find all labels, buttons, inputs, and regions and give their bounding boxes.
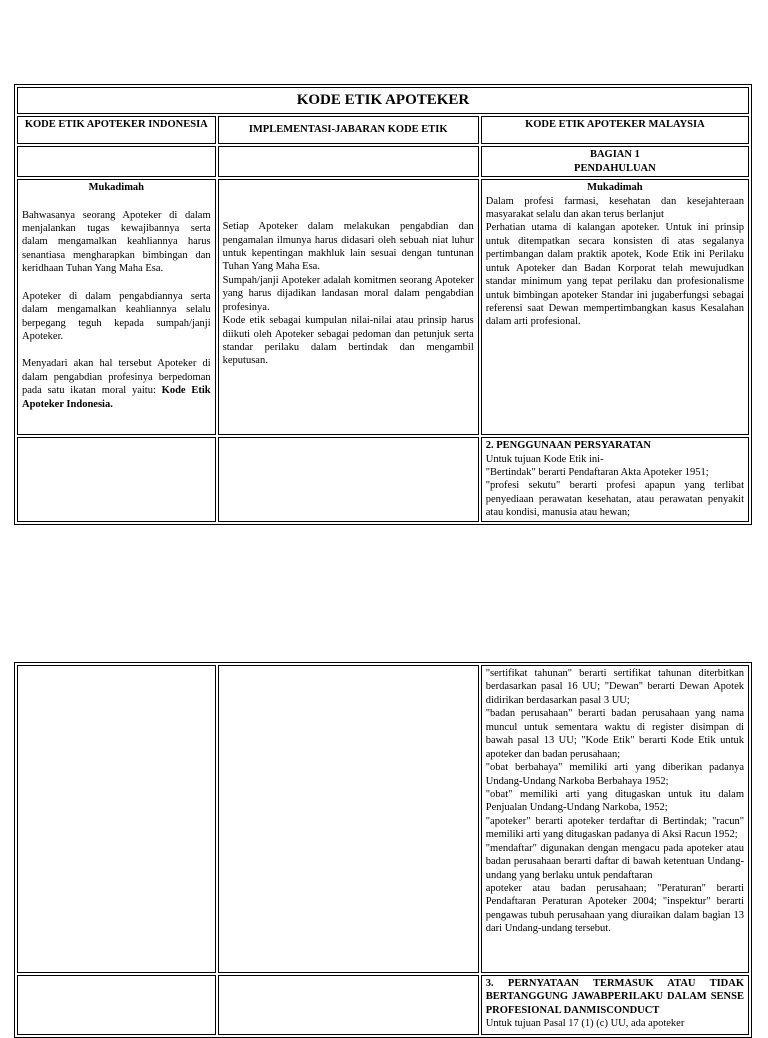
indonesia-paragraph-1: Bahwasanya seorang Apoteker di dalam menjalankan tugas kewajibannya serta dalam mengamalkan keahliannya harus senantiasa mengharapkan bimbingan dan keridhaan Tuhan Yang Maha Esa.: [22, 209, 211, 275]
bagian-name: PENDAHULUAN: [574, 162, 656, 174]
definition-item: apoteker atau badan perusahaan; "Peraturan" berarti Pendaftaran Peraturan Apoteker 2004; "inspektur" berarti pengawas tubuh perusahaan yang diuraikan dalam bagian 13 dari Undang-undang tersebut.: [485, 883, 744, 935]
malaysia-paragraph-2: Perhatian utama di kalangan apoteker. Untuk ini prinsip untuk ditempatkan secara konsisten di atas segalanya pertimbangan dalam praktik apotek, Kode Etik ini Perilaku untuk Apoteker dan Badan Korporat telah mewujudkan standar minimum yang tepat perilaku dan profesionalisme untuk bimbingan apoteker Standar ini jugaberfungsi sebagai referensi saat Dewan mempertimbangkan kasus Kesalahan dalam arti profesional.: [485, 222, 744, 328]
section-3-line-1: Untuk tujuan Pasal 17 (1) (c) UU, ada apoteker: [485, 1018, 685, 1030]
section-2-line-3: "profesi sekutu" berarti profesi apapun yang terlibat penyediaan perawatan kesehatan, atau perawatan penyakit atau kondisi, manusia atau hewan;: [485, 480, 744, 519]
definition-item: "obat berbahaya" memiliki arti yang diberikan padanya Undang-Undang Narkoba Berbahaya 1952;: [485, 762, 744, 787]
implementasi-paragraph-2: Sumpah/janji Apoteker adalah komitmen seorang Apoteker yang harus dijadikan landasan moral dalam pengabdian profesinya.: [222, 274, 474, 313]
code-of-ethics-table: [14, 84, 752, 525]
implementasi-cell: [218, 179, 479, 435]
empty-cell: [17, 146, 216, 177]
section-2-title: 2. PENGGUNAAN PERSYARATAN: [485, 440, 651, 452]
code-of-ethics-table-continued: [14, 662, 752, 1038]
definition-item: "mendaftar" digunakan dengan mengacu pada apoteker atau badan perusahaan berarti daftar di bawah ketentuan Undang-undang yang berlaku untuk pendaftaran: [485, 842, 744, 881]
empty-cell: [17, 437, 216, 522]
mukadimah-heading: Mukadimah: [587, 182, 643, 194]
malaysia-section-2-cell: [481, 437, 749, 522]
column-header-indonesia: KODE ETIK APOTEKER INDONESIA: [17, 116, 216, 144]
malaysia-mukadimah-cell: [481, 179, 749, 435]
definition-item: "apoteker" berarti apoteker terdaftar di Bertindak; "racun" memiliki arti yang ditugaskan padanya di Aksi Racun 1952;: [485, 815, 744, 841]
column-header-implementasi: IMPLEMENTASI-JABARAN KODE ETIK: [218, 116, 479, 144]
empty-cell: [218, 975, 479, 1035]
implementasi-paragraph-3: Kode etik sebagai kumpulan nilai-nilai atau prinsip harus diikuti oleh Apoteker sebagai pedoman dan petunjuk serta standar perilaku dalam bertindak dan mengambil keputusan.: [222, 315, 474, 367]
empty-cell: [218, 665, 479, 973]
indonesia-paragraph-2: Apoteker di dalam pengabdiannya serta dalam mengamalkan keahliannya selalu berpegang teguh kepada sumpah/janji Apoteker.: [22, 290, 211, 342]
section-2-line-1: Untuk tujuan Kode Etik ini-: [485, 453, 604, 465]
empty-cell: [218, 146, 479, 177]
section-bagian-1: [481, 146, 749, 177]
empty-cell: [218, 437, 479, 522]
kode-etik-bold: Kode Etik Apoteker Indonesia.: [22, 385, 211, 410]
document-title: KODE ETIK APOTEKER: [17, 87, 749, 114]
section-2-line-2: "Bertindak" berarti Pendaftaran Akta Apoteker 1951;: [485, 466, 709, 478]
indonesia-paragraph-3: Menyadari akan hal tersebut Apoteker di dalam pengabdian profesinya berpedoman pada satu ikatan moral yaitu: Kode Etik Apoteker Indonesia.: [22, 358, 211, 410]
malaysia-paragraph-1: Dalam profesi farmasi, kesehatan dan kesejahteraan masyarakat selalu dan akan terus berlanjut: [485, 195, 744, 220]
column-header-malaysia: KODE ETIK APOTEKER MALAYSIA: [481, 116, 749, 144]
definition-item: "obat" memiliki arti yang ditugaskan untuk itu dalam Penjualan Undang-Undang Narkoba, 1952;: [485, 788, 744, 814]
empty-cell: [17, 975, 216, 1035]
malaysia-definitions-cell: [481, 665, 749, 973]
bagian-number: BAGIAN 1: [589, 149, 640, 161]
section-3-title: 3. PERNYATAAN TERMASUK ATAU TIDAK BERTANGGUNG JAWABPERILAKU DALAM SENSE PROFESIONAL DANMISCONDUCT: [485, 978, 744, 1016]
definition-item: "badan perusahaan" berarti badan perusahaan yang nama muncul untuk sementara waktu di register disimpan di bawah pasal 13 UU; "Kode Etik" berarti Kode Etik untuk apoteker dan badan perusahaan;: [485, 708, 744, 760]
mukadimah-heading: Mukadimah: [88, 182, 145, 194]
malaysia-section-3-cell: [481, 975, 749, 1035]
indonesia-mukadimah-cell: [17, 179, 216, 435]
definition-item: "sertifikat tahunan" berarti sertifikat tahunan diterbitkan berdasarkan pasal 16 UU; "Dewan" berarti Dewan Apotek didirikan berdasarkan pasal 3 UU;: [485, 668, 744, 706]
empty-cell: [17, 665, 216, 973]
implementasi-paragraph-1: Setiap Apoteker dalam melakukan pengabdian dan pengamalan ilmunya harus didasari oleh sebuah niat luhur untuk kepentingan makhluk lain sesuai dengan tuntunan Tuhan Yang Maha Esa.: [222, 221, 474, 273]
